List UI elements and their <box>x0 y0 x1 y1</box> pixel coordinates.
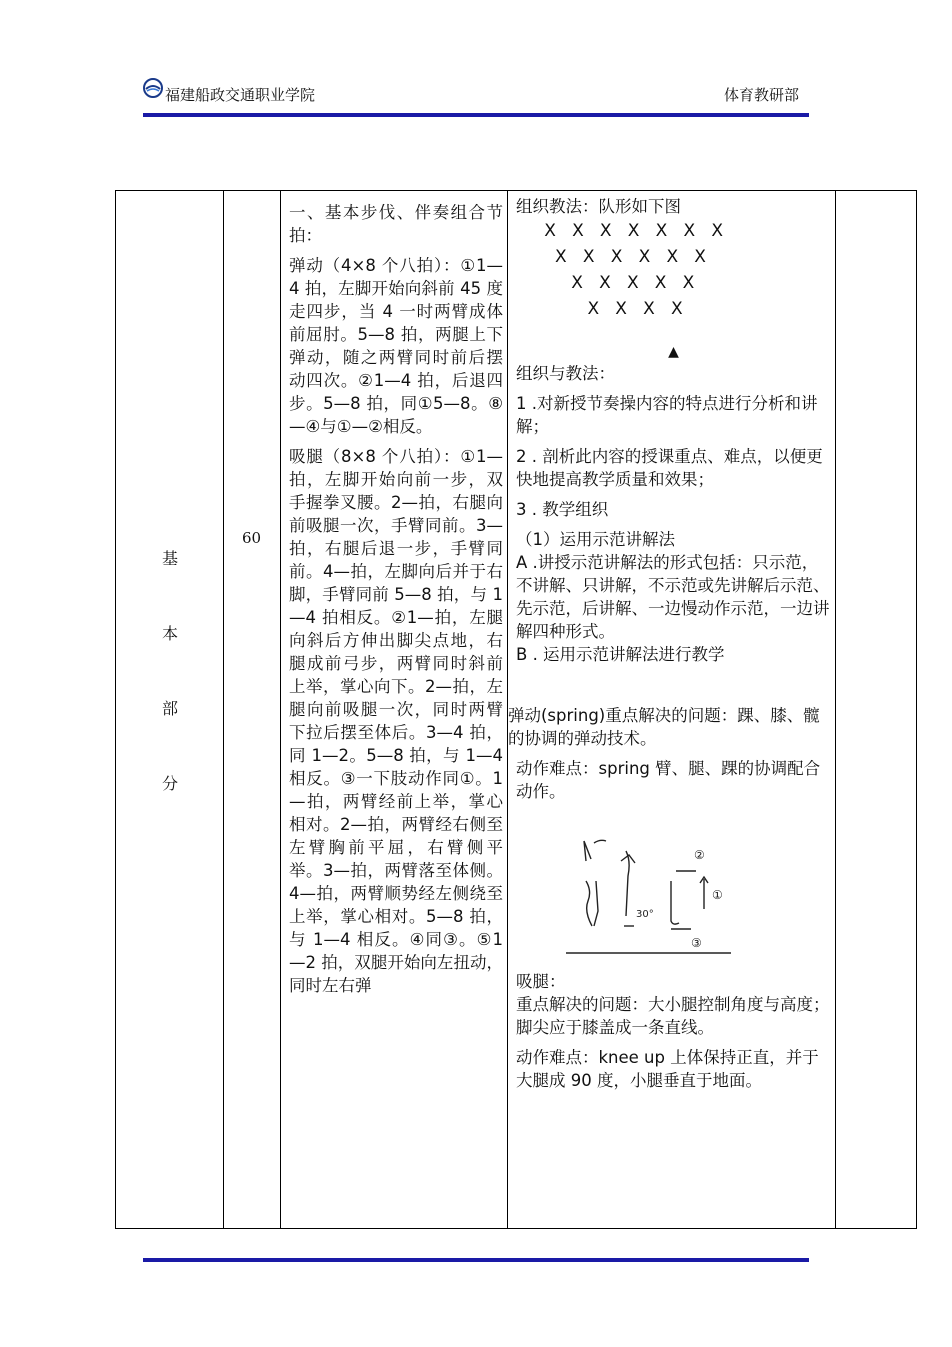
content-spring: 弹动（4×8 个八拍）：①1—4 拍，左脚开始向斜前 45 度走四步，当 4 一时两臂成体前屈肘。5—8 拍，两腿上下弹动，随之两臂同时前后摆动四次。②1—4 拍，后退四步。5—8 拍，同①5—8。⑧—④与①—②相反。 <box>289 256 503 436</box>
header-rule <box>143 113 809 117</box>
method-point: 1 .对新授节奏操内容的特点进行分析和讲解； <box>516 394 818 436</box>
sketch-label: ① <box>712 888 723 902</box>
sketch-label: 30° <box>636 909 654 920</box>
method-point: 2 . 剖析此内容的授课重点、难点，以便更快地提高教学质量和效果； <box>516 447 823 489</box>
notes-cell <box>836 191 917 1229</box>
org-title: 组织与教法： <box>516 364 615 383</box>
method-point: （1）运用示范讲解法 <box>516 530 675 549</box>
teacher-triangle-icon: ▲ <box>668 344 679 360</box>
spring-key-point: 弹动(spring)重点解决的问题：踝、膝、髋的协调的弹动技术。 <box>508 706 820 748</box>
school-logo-icon <box>143 78 163 98</box>
formation-row: X X X X X X <box>528 247 706 267</box>
section-label-char: 分 <box>162 774 179 793</box>
section-label-char: 基 <box>162 549 179 568</box>
method-point: 3 . 教学组织 <box>516 500 609 519</box>
sketch-label: ③ <box>691 936 702 950</box>
section-label-char: 部 <box>162 699 179 718</box>
leg-lift-key-point: 重点解决的问题：大小腿控制角度与高度；脚尖应于膝盖成一条直线。 <box>516 995 830 1037</box>
method-point: A .讲授示范讲解法的形式包括：只示范，不讲解、只讲解，不示范或先讲解后示范、先示范，后讲解、一边慢动作示范，一边讲解四种形式。 <box>516 553 830 641</box>
spring-difficulty: 动作难点：spring 臂、腿、踝的协调配合动作。 <box>516 759 821 801</box>
section-label-char: 本 <box>162 624 179 643</box>
department-name: 体育教研部 <box>723 86 799 104</box>
footer-rule <box>143 1258 809 1262</box>
formation-title: 组织教法：队形如下图 <box>516 197 681 216</box>
formation-row: X X X X X X X <box>528 221 724 241</box>
minutes-value: 60 <box>242 529 262 547</box>
minutes-cell <box>224 191 281 1229</box>
formation-row: X X X X X <box>528 273 695 293</box>
content-leg-lift: 吸腿（8×8 个八拍）：①1—拍，左脚开始向前一步，双手握拳叉腰。2—拍，右腿向前吸腿一次，手臂同前。3—拍，右腿后退一步，手臂同前。4—拍，左脚向后并于右脚，手臂同前 5—8 拍，与 1—4 拍相反。②1—拍，左腿向斜后方伸出脚尖点地，右腿成前弓步，两臂同时斜前上举，掌心向下。2—拍，左腿向前吸腿一次，同时两臂下拉后摆至体后。3—4 拍，同 1—2。5—8 拍，与 1—4 相反。③一下肢动作同①。1—拍，两臂经前上举，掌心相对。2—拍，两臂经右侧至左臂胸前平屈，右臂侧平举。3—拍，两臂落至体侧。4—拍，两臂顺势经左侧绕至上举，掌心相对。5—8 拍，与 1—4 相反。④同③。⑤1—2 拍，双腿开始向左扭动，同时左右弹 <box>289 447 503 995</box>
movement-sketch <box>566 831 736 956</box>
section-label-cell <box>116 191 224 1229</box>
page-header <box>143 78 809 118</box>
formation-row: X X X X <box>528 299 683 319</box>
lesson-plan-table <box>115 190 917 1229</box>
sketch-label: ② <box>694 848 705 862</box>
leg-lift-title: 吸腿： <box>516 972 566 991</box>
method-point: B . 运用示范讲解法进行教学 <box>516 645 725 664</box>
content-cell <box>281 191 508 1229</box>
leg-lift-difficulty: 动作难点：knee up 上体保持正直，并于大腿成 90 度，小腿垂直于地面。 <box>516 1048 819 1090</box>
school-name: 福建船政交通职业学院 <box>165 86 316 104</box>
content-heading: 一、基本步伐、伴奏组合节拍： <box>289 203 503 245</box>
method-cell <box>508 191 836 1229</box>
